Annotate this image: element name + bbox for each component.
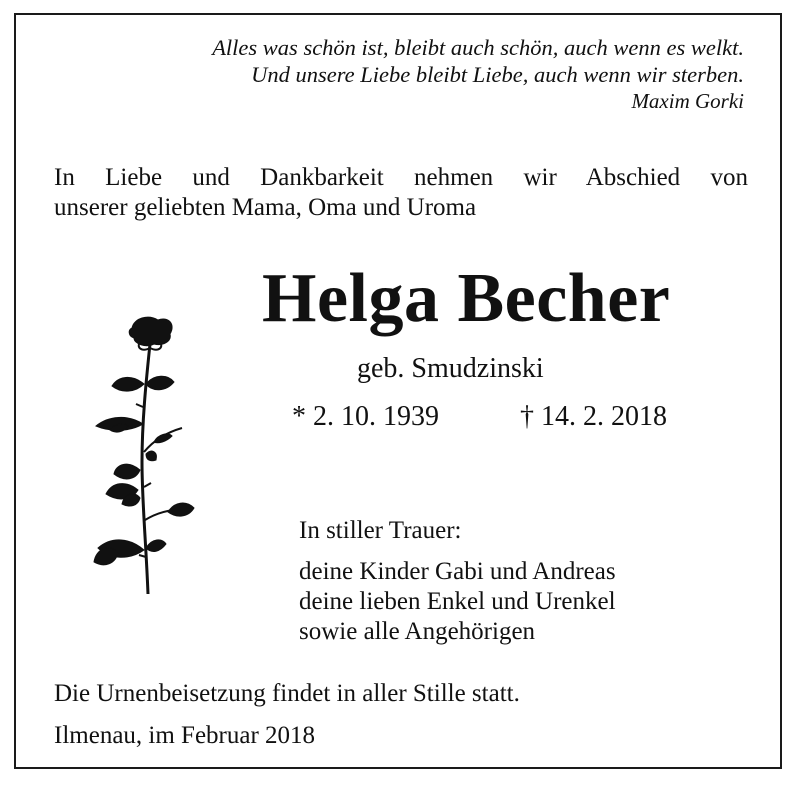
quote-line: Alles was schön ist, bleibt auch schön, auch wenn es welkt.	[212, 35, 744, 60]
birth-date: * 2. 10. 1939	[292, 401, 439, 432]
place-date: Ilmenau, im Februar 2018	[54, 722, 316, 749]
deceased-name: Helga Becher	[262, 260, 671, 337]
mourning-heading: In stiller Trauer:	[299, 517, 462, 544]
intro-text	[54, 163, 748, 223]
rose-icon	[88, 312, 200, 602]
mourner-line: deine Kinder Gabi und Andreas	[299, 558, 616, 585]
mourners-list	[299, 557, 616, 647]
quote-line: Und unsere Liebe bleibt Liebe, auch wenn wir sterben.	[251, 62, 744, 87]
burial-note: Die Urnenbeisetzung findet in aller Stille statt.	[54, 680, 520, 707]
mourner-line: sowie alle Angehörigen	[299, 618, 536, 645]
mourner-line: deine lieben Enkel und Urenkel	[299, 588, 616, 615]
intro-line: In Liebe und Dankbarkeit nehmen wir Abschied von	[54, 164, 748, 191]
death-date: † 14. 2. 2018	[520, 401, 667, 432]
quote-block	[212, 34, 744, 115]
quote-author: Maxim Gorki	[631, 89, 744, 113]
intro-line: unserer geliebten Mama, Oma und Uroma	[54, 194, 477, 221]
birth-name: geb. Smudzinski	[357, 353, 544, 384]
